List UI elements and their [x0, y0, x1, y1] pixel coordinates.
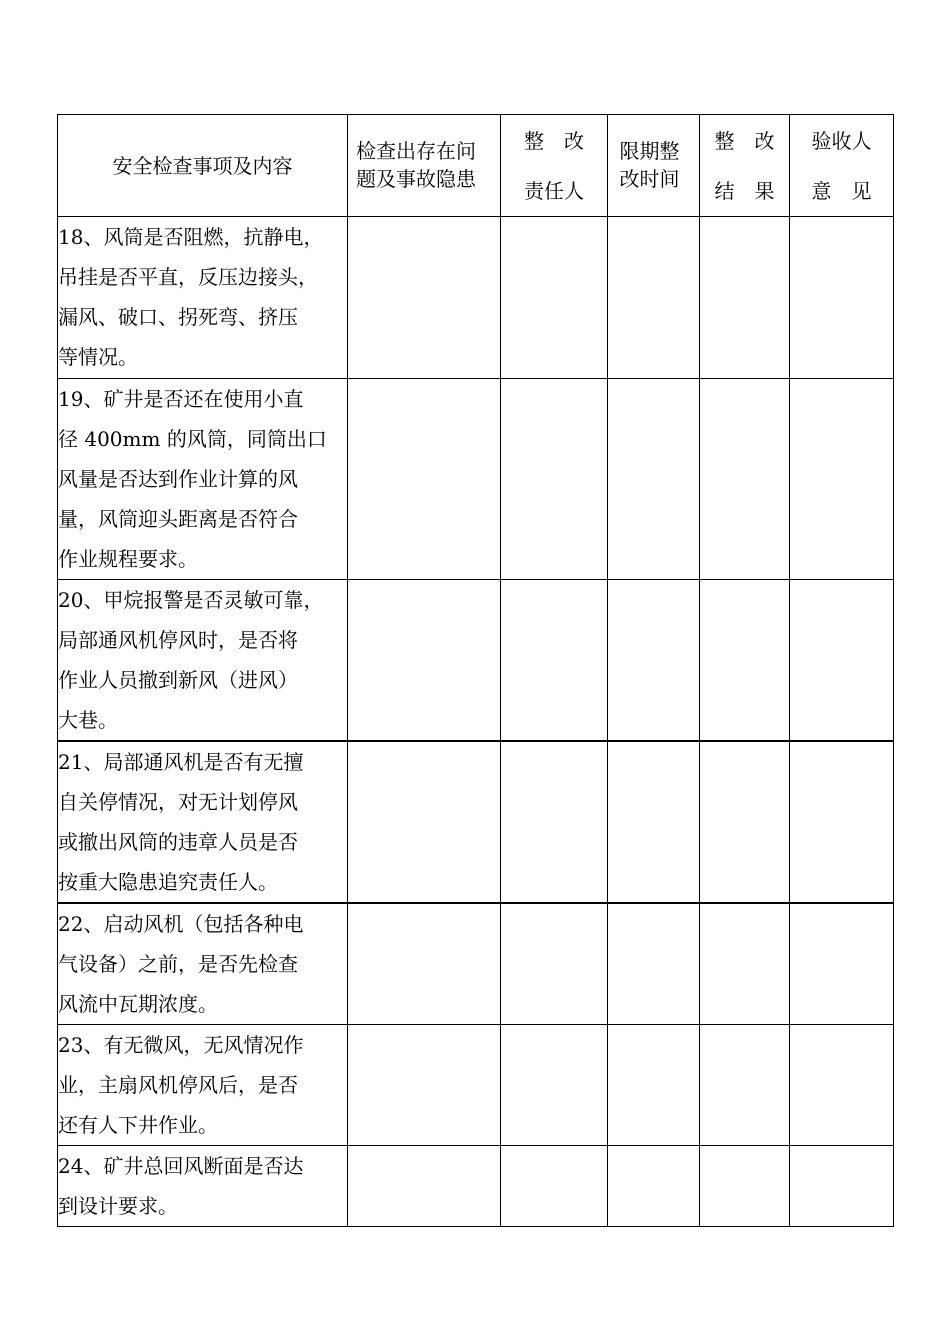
problems-cell — [348, 1146, 501, 1227]
deadline-cell — [608, 217, 700, 379]
responsible-cell — [501, 217, 608, 379]
responsible-cell — [501, 1146, 608, 1227]
problems-cell — [348, 903, 501, 1025]
result-cell — [700, 1025, 790, 1146]
header-problems: 检查出存在问题及事故隐患 — [348, 115, 501, 217]
responsible-cell — [501, 741, 608, 903]
deadline-cell — [608, 1146, 700, 1227]
header-deadline: 限期整改时间 — [608, 115, 700, 217]
acceptance-cell — [790, 903, 894, 1025]
safety-inspection-table — [57, 114, 894, 1227]
responsible-cell — [501, 903, 608, 1025]
deadline-cell — [608, 580, 700, 742]
header-responsible: 整 改 责任人 — [501, 115, 608, 217]
responsible-cell — [501, 580, 608, 742]
deadline-cell — [608, 903, 700, 1025]
item-cell: 24、矿井总回风断面是否达 到设计要求。 — [58, 1146, 348, 1227]
item-cell: 22、启动风机（包括各种电 气设备）之前，是否先检查 风流中瓦期浓度。 — [58, 903, 348, 1025]
result-cell — [700, 379, 790, 580]
problems-cell — [348, 741, 501, 903]
result-cell — [700, 1146, 790, 1227]
result-cell — [700, 217, 790, 379]
header-result: 整 改 结 果 — [700, 115, 790, 217]
item-cell: 21、局部通风机是否有无擅 自关停情况，对无计划停风 或撤出风筒的违章人员是否 按重大隐患追究责任人。 — [58, 741, 348, 903]
table-header-row — [58, 115, 894, 217]
deadline-cell — [608, 379, 700, 580]
problems-cell — [348, 217, 501, 379]
item-cell: 18、风筒是否阻燃，抗静电， 吊挂是否平直，反压边接头， 漏风、破口、拐死弯、挤压 等情况。 — [58, 217, 348, 379]
item-cell: 19、矿井是否还在使用小直 径 400mm 的风筒，同筒出口 风量是否达到作业计算的风 量，风筒迎头距离是否符合 作业规程要求。 — [58, 379, 348, 580]
result-cell — [700, 580, 790, 742]
table-row — [58, 379, 894, 580]
responsible-cell — [501, 379, 608, 580]
acceptance-cell — [790, 741, 894, 903]
result-cell — [700, 903, 790, 1025]
acceptance-cell — [790, 217, 894, 379]
deadline-cell — [608, 741, 700, 903]
header-acceptance: 验收人 意 见 — [790, 115, 894, 217]
acceptance-cell — [790, 1025, 894, 1146]
problems-cell — [348, 1025, 501, 1146]
table-row — [58, 1146, 894, 1227]
header-item: 安全检查事项及内容 — [58, 115, 348, 217]
table-row — [58, 580, 894, 742]
item-cell: 20、甲烷报警是否灵敏可靠， 局部通风机停风时，是否将 作业人员撤到新风（进风） 大巷。 — [58, 580, 348, 742]
responsible-cell — [501, 1025, 608, 1146]
deadline-cell — [608, 1025, 700, 1146]
acceptance-cell — [790, 1146, 894, 1227]
table-row — [58, 1025, 894, 1146]
acceptance-cell — [790, 379, 894, 580]
table-row — [58, 217, 894, 379]
result-cell — [700, 741, 790, 903]
problems-cell — [348, 379, 501, 580]
table-row — [58, 741, 894, 903]
table-row — [58, 903, 894, 1025]
item-cell: 23、有无微风，无风情况作 业，主扇风机停风后，是否 还有人下井作业。 — [58, 1025, 348, 1146]
problems-cell — [348, 580, 501, 742]
acceptance-cell — [790, 580, 894, 742]
